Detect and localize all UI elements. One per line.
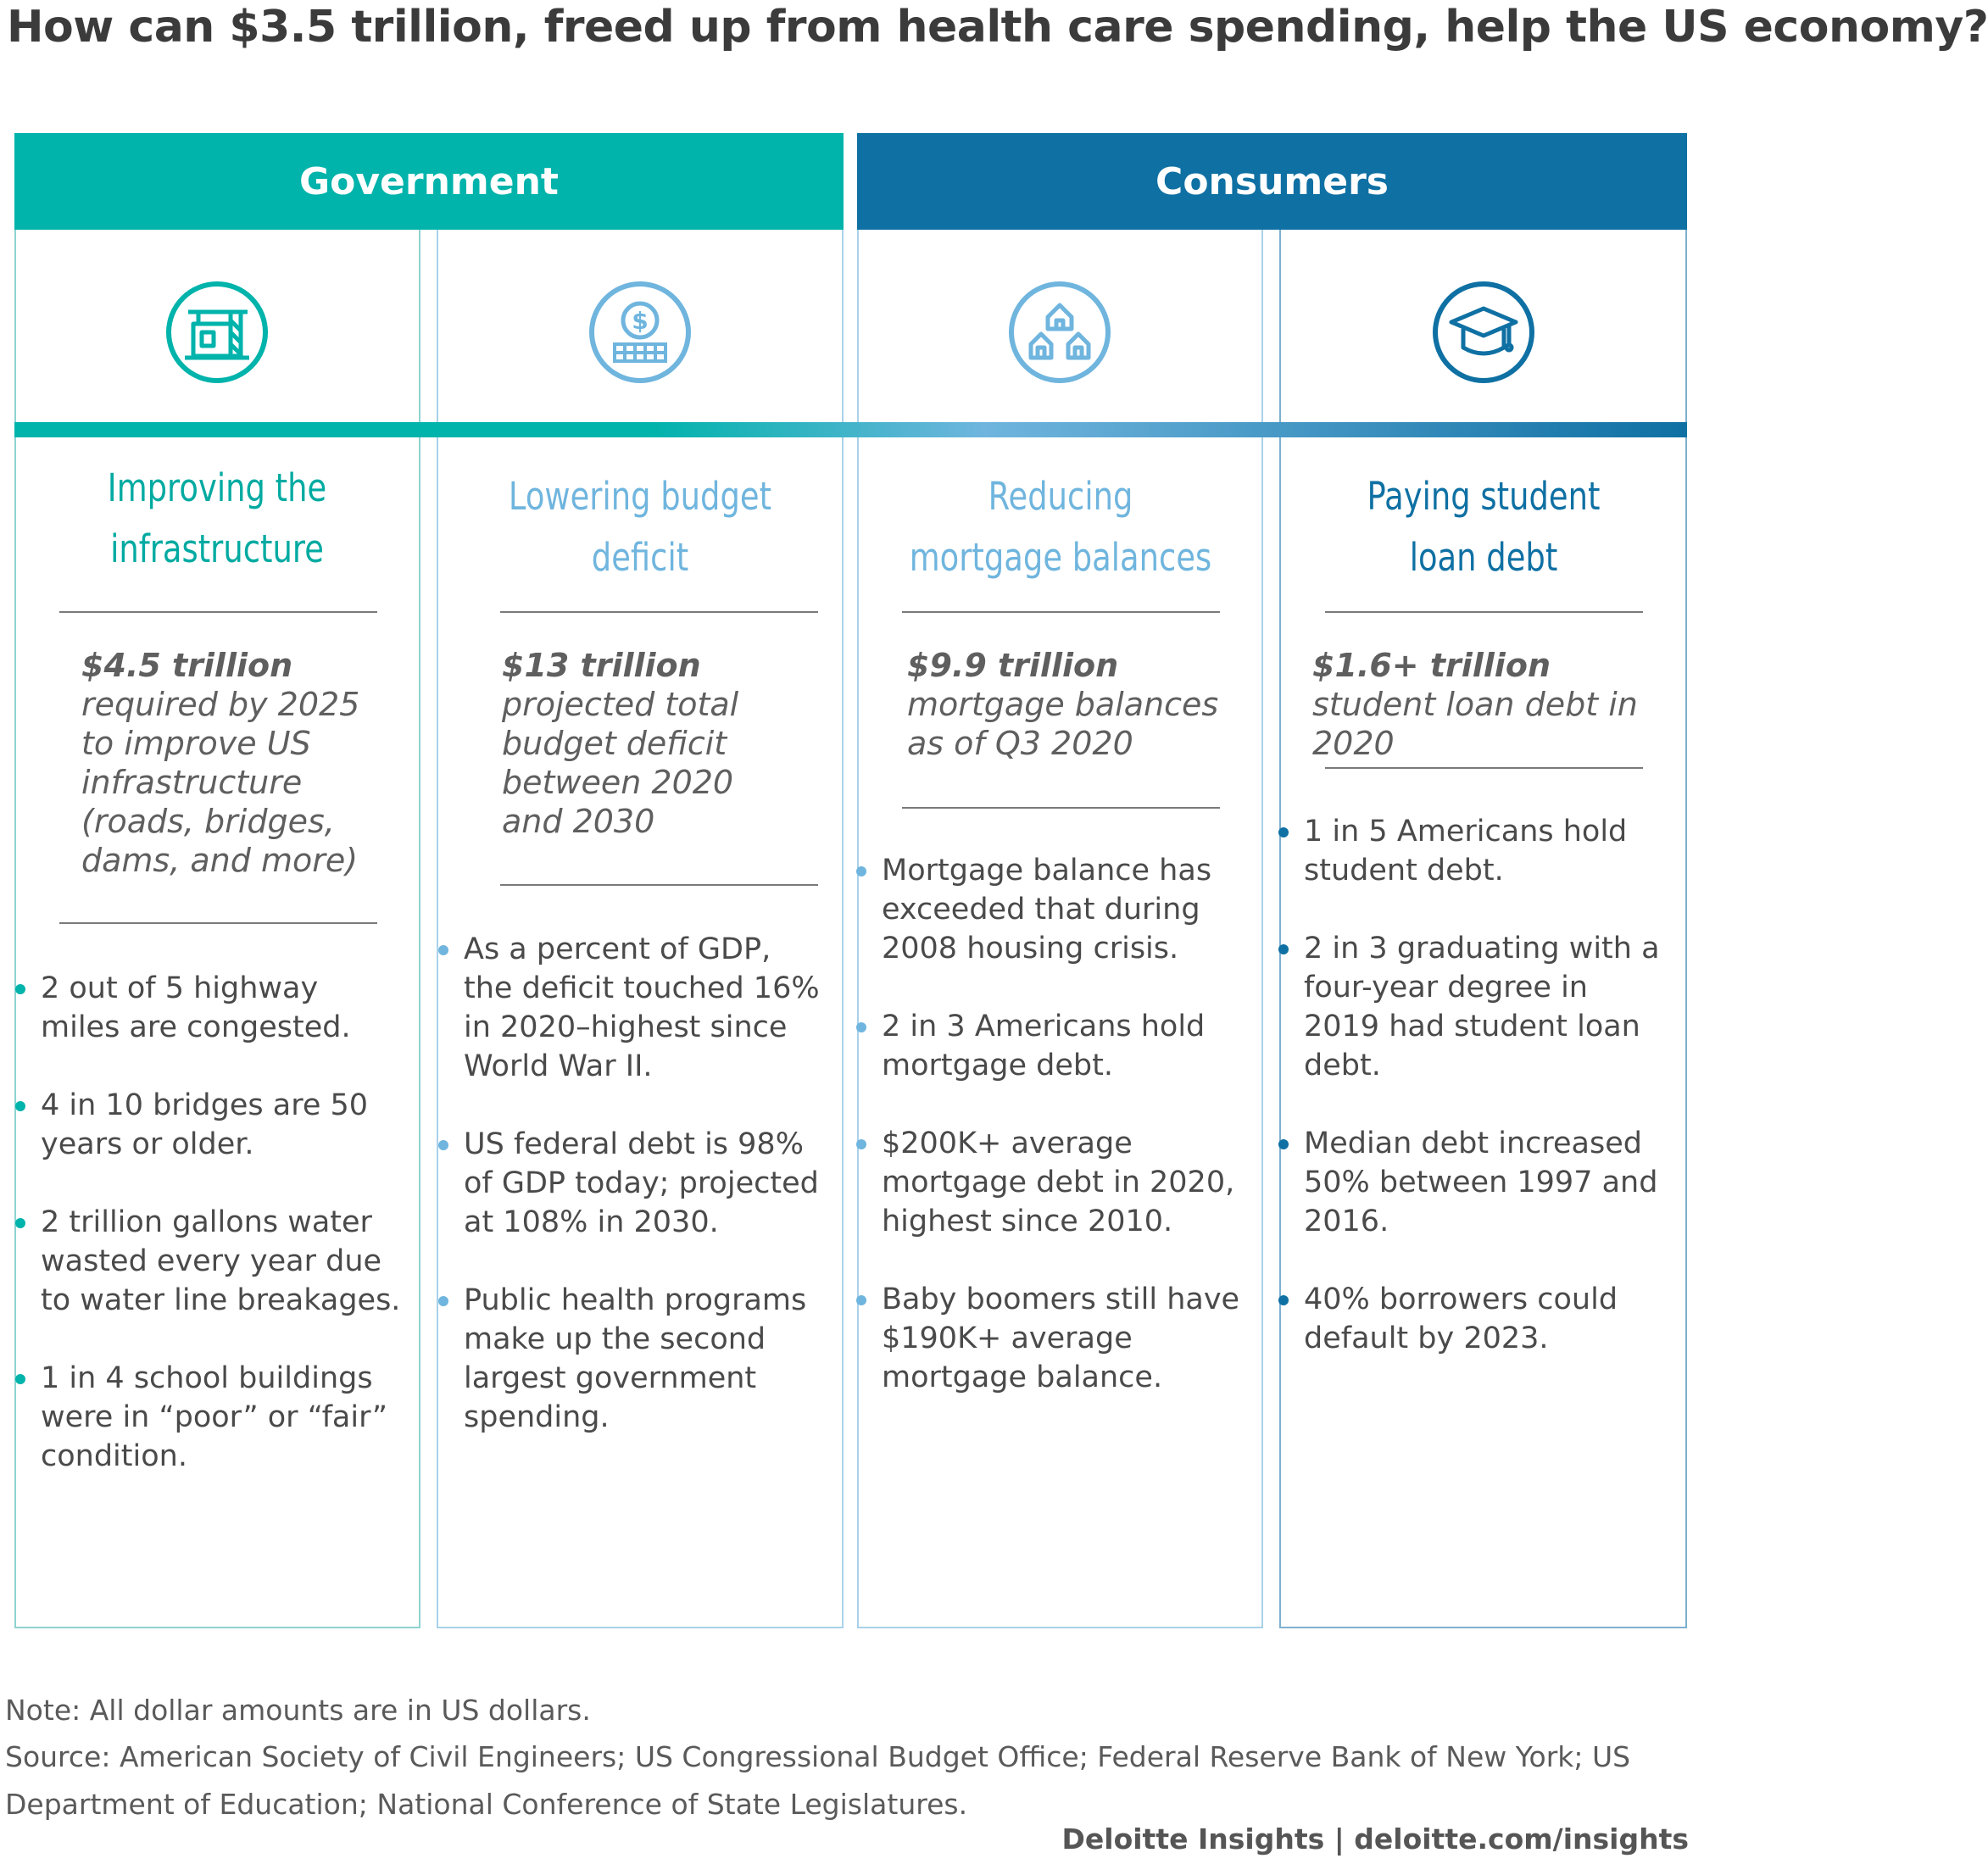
group-header-consumers: Consumers <box>857 133 1687 230</box>
bullet-list-student-loan <box>1304 812 1668 1397</box>
rule <box>500 884 818 886</box>
list-item: 1 in 5 Americans hold student debt. <box>1304 812 1668 890</box>
heading-budget: Lowering budget deficit <box>508 474 772 580</box>
list-item: Median debt increased 50% between 1997 and 2016. <box>1304 1124 1668 1241</box>
list-item: 2 out of 5 highway miles are congested. <box>41 969 405 1047</box>
stat-value: $1.6+ trillion <box>1312 647 1551 684</box>
note: Note: All dollar amounts are in US dollars. <box>5 1694 591 1727</box>
list-item: 2 in 3 graduating with a four-year degree in 2019 had student loan debt. <box>1304 929 1668 1085</box>
list-item: Baby boomers still have $190K+ average mortgage balance. <box>882 1280 1242 1397</box>
houses-icon <box>1007 280 1112 385</box>
dollar-coin-stack-icon <box>587 280 693 385</box>
stat-infrastructure <box>81 646 395 880</box>
rule <box>1325 767 1643 769</box>
stat-description: mortgage balances as of Q3 2020 <box>907 686 1219 762</box>
list-item: 4 in 10 bridges are 50 years or older. <box>41 1086 405 1164</box>
bullet-list-mortgage <box>882 851 1242 1436</box>
stat-mortgage <box>907 646 1229 763</box>
rule <box>902 807 1220 809</box>
heading-infrastructure: Improving the infrastructure <box>107 465 327 571</box>
list-item: 2 trillion gallons water wasted every year due to water line breakages. <box>41 1203 405 1320</box>
page-title: How can $3.5 trillion, freed up from health care spending, help the US economy? <box>7 2 1988 53</box>
graduation-cap-icon <box>1431 280 1536 385</box>
stat-value: $9.9 trillion <box>907 647 1119 684</box>
list-item: Public health programs make up the second largest government spending. <box>464 1281 820 1437</box>
stat-description: projected total budget deficit between 2020 and 2030 <box>502 686 739 840</box>
heading-student-loan: Paying student loan debt <box>1367 474 1601 580</box>
list-item: 40% borrowers could default by 2023. <box>1304 1280 1668 1358</box>
group-header-government: Government <box>14 133 844 230</box>
rule <box>500 611 818 613</box>
bullet-list-infrastructure <box>41 969 405 1515</box>
list-item: US federal debt is 98% of GDP today; projected at 108% in 2030. <box>464 1125 820 1242</box>
source: Source: American Society of Civil Engineers; US Congressional Budget Office; Federal Reserve Bank of New York; US Department of Education; National Conference of State Legislatures. <box>5 1740 1631 1821</box>
list-item: $200K+ average mortgage debt in 2020, highest since 2010. <box>882 1124 1242 1241</box>
stat-student-loan <box>1312 646 1668 763</box>
bullet-list-budget <box>464 930 820 1476</box>
list-item: Mortgage balance has exceeded that during 2008 housing crisis. <box>882 851 1242 968</box>
stat-description: required by 2025 to improve US infrastructure (roads, bridges, dams, and more) <box>81 686 360 879</box>
stat-budget <box>502 646 782 841</box>
gradient-divider <box>14 422 1687 437</box>
svg-text:$: $ <box>632 307 649 335</box>
rule <box>902 611 1220 613</box>
stat-value: $4.5 trillion <box>81 647 293 684</box>
stat-description: student loan debt in 2020 <box>1312 686 1638 762</box>
brand-credit: Deloitte Insights | deloitte.com/insights <box>1061 1822 1689 1856</box>
heading-mortgage: Reducing mortgage balances <box>909 474 1212 580</box>
rule <box>59 922 377 924</box>
stat-value: $13 trillion <box>502 647 701 684</box>
list-item: As a percent of GDP, the deficit touched 16% in 2020–highest since World War II. <box>464 930 820 1086</box>
rule <box>1325 611 1643 613</box>
list-item: 1 in 4 school buildings were in “poor” or “fair” condition. <box>41 1359 405 1476</box>
crane-building-icon <box>164 280 270 385</box>
list-item: 2 in 3 Americans hold mortgage debt. <box>882 1007 1242 1085</box>
rule <box>59 611 377 613</box>
